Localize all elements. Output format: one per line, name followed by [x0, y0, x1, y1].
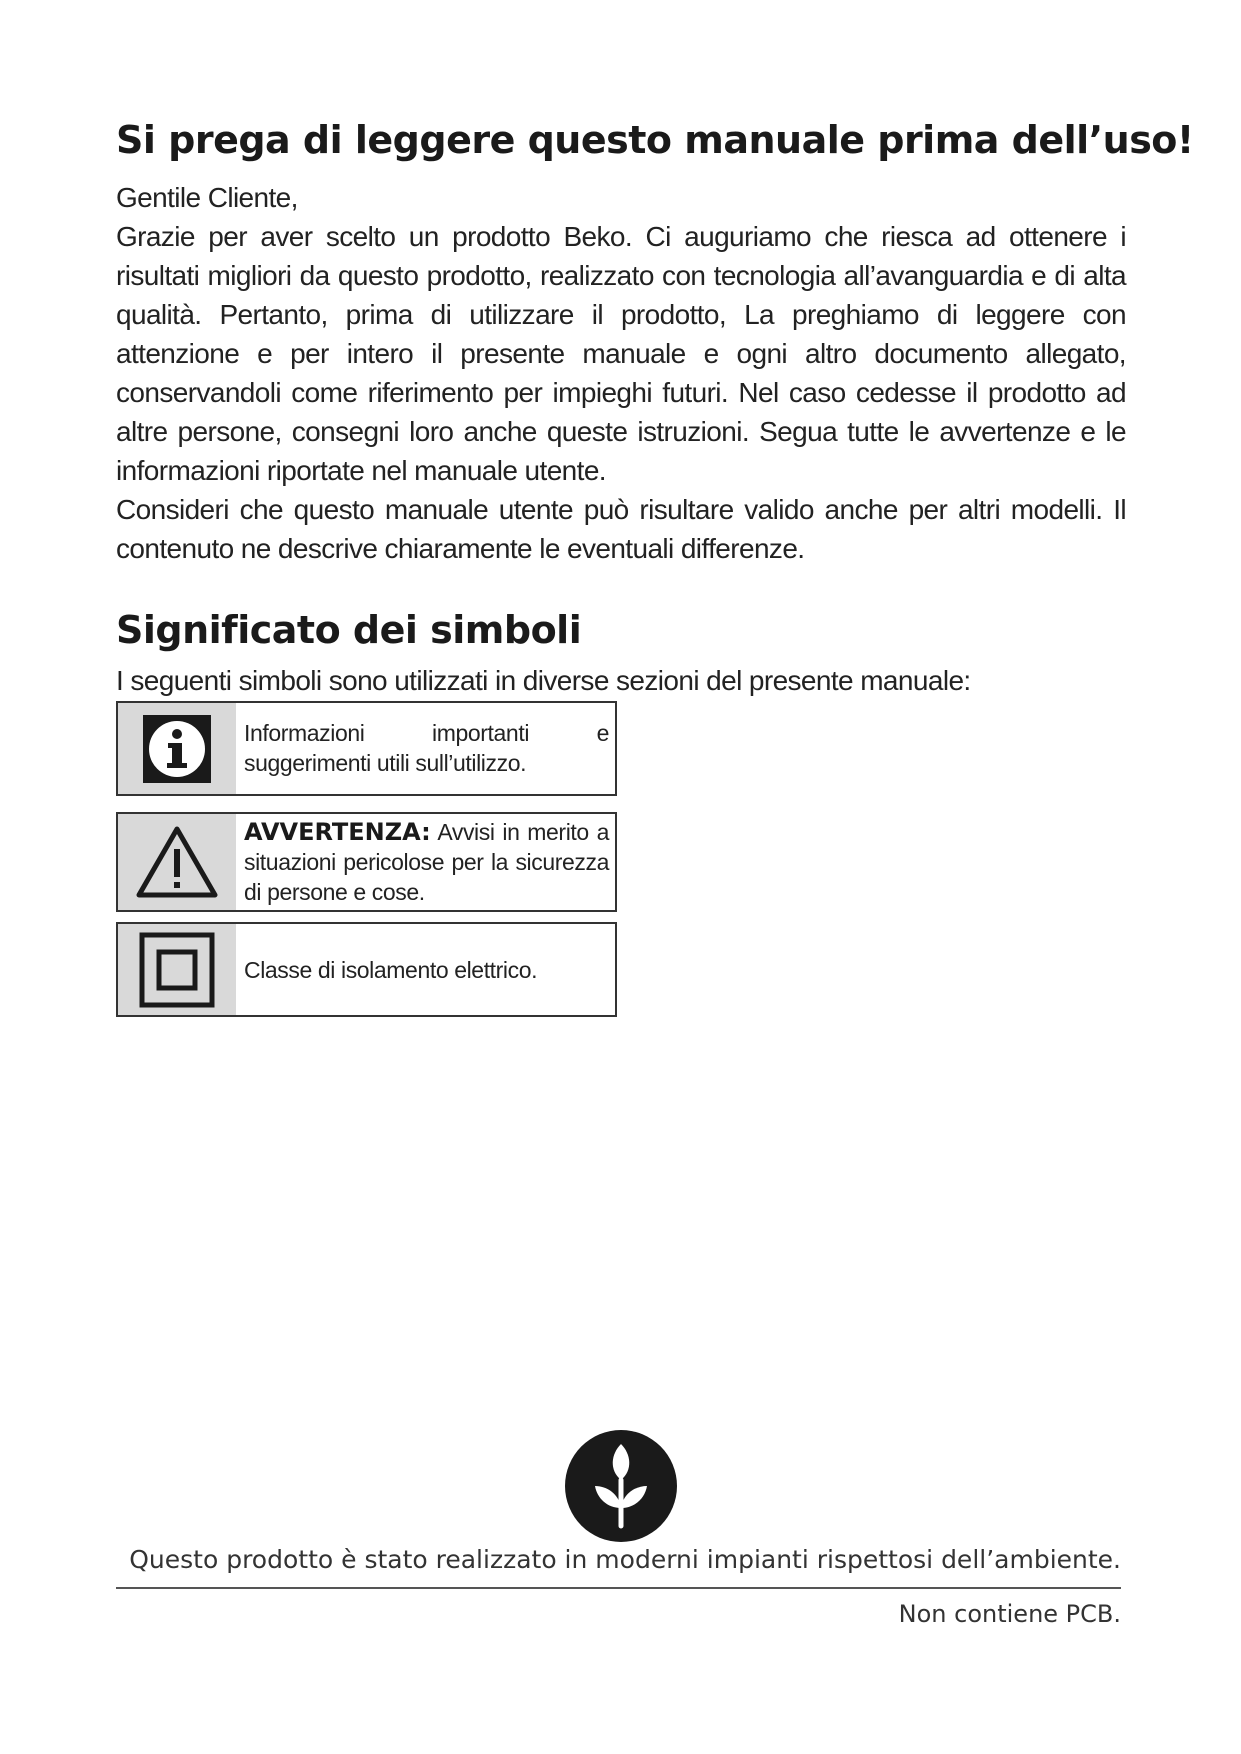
warning-text: Avvisi in merito a situazioni pericolose per la sicurezza di persone e cose.	[244, 819, 609, 905]
symbol-text-info: Informazioni importanti e suggerimenti utili sull’utilizzo.	[244, 720, 609, 776]
greeting: Gentile Cliente,	[116, 182, 298, 213]
leaf-icon	[563, 1428, 679, 1544]
pcb-statement: Non contiene PCB.	[898, 1600, 1121, 1628]
info-icon	[118, 703, 236, 794]
warning-triangle-icon	[118, 814, 236, 910]
symbol-text-warning	[236, 814, 615, 910]
footer-divider	[116, 1587, 1121, 1589]
double-insulation-icon	[118, 924, 236, 1015]
symbol-box-warning	[116, 812, 617, 912]
eco-statement: Questo prodotto è stato realizzato in moderni impianti rispettosi dell’ambiente.	[129, 1545, 1121, 1574]
symbol-text-insulation: Classe di isolamento elettrico.	[244, 956, 538, 983]
intro-paragraph-2: Consideri che questo manuale utente può risultare valido anche per altri modelli. Il contenuto ne descrive chiaramente le eventuali differenze.	[116, 494, 1126, 564]
symbols-intro: I seguenti simboli sono utilizzati in diverse sezioni del presente manuale:	[116, 665, 971, 696]
symbol-box-info	[116, 701, 617, 796]
symbols-heading: Significato dei simboli	[116, 608, 582, 652]
intro-text	[116, 178, 1126, 568]
symbol-box-insulation	[116, 922, 617, 1017]
warning-label: AVVERTENZA:	[244, 818, 431, 846]
intro-paragraph-1: Grazie per aver scelto un prodotto Beko. Ci auguriamo che riesca ad ottenere i risultati migliori da questo prodotto, realizzato con tecnologia all’avanguardia e di alta qualità. Pertanto, prima di utilizzare il prodotto, La preghiamo di leggere con attenzione e per intero il presente manuale e ogni altro documento allegato, conservandoli come riferimento per impieghi futuri. Nel caso cedesse il prodotto ad altre persone, consegni loro anche queste istruzioni. Segua tutte le avvertenze e le informazioni riportate nel manuale utente.	[116, 221, 1126, 486]
page-title: Si prega di leggere questo manuale prima dell’uso!	[116, 118, 1194, 162]
